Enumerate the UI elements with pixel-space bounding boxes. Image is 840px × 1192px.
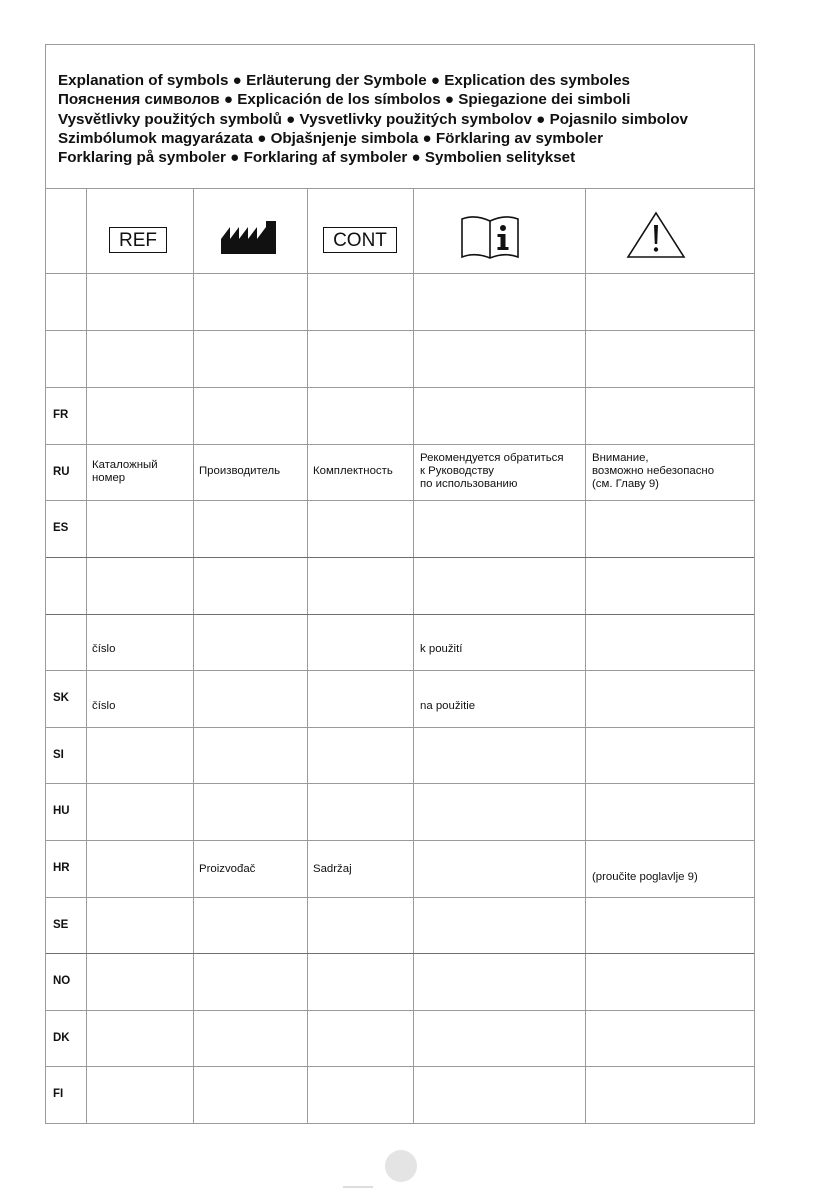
row-divider — [46, 330, 754, 331]
cell-warning-ru: Внимание, возможно небезопасно (см. Главу 9) — [592, 452, 715, 490]
language-code-fi: FI — [53, 1088, 64, 1100]
header-lines — [58, 71, 688, 167]
column-divider — [307, 188, 308, 1123]
language-code-sk: SK — [53, 692, 69, 704]
header-line: Forklaring på symboler ● Forklaring af symboler ● Symbolien selitykset — [58, 149, 576, 167]
row-divider — [46, 273, 754, 274]
row-divider — [46, 897, 754, 898]
instructions-icon — [458, 213, 522, 259]
language-code-si: SI — [53, 749, 64, 761]
header-line: Szimbólumok magyarázata ● Objašnjenje simbola ● Förklaring av symboler — [58, 129, 604, 147]
row-divider — [46, 387, 754, 388]
column-divider — [193, 188, 194, 1123]
cell-instructions-cz: k použití — [420, 643, 463, 655]
cell-warning-hr: (proučite poglavlje 9) — [592, 871, 698, 883]
row-divider — [46, 1066, 754, 1067]
cell-cont-ru: Комплектность — [313, 465, 393, 477]
cell-ref-ru: Каталожный номер — [92, 459, 158, 484]
cont-symbol: CONT — [322, 226, 398, 254]
row-divider — [46, 1010, 754, 1011]
language-code-hr: HR — [53, 862, 70, 874]
header-line: Пояснения символов ● Explicación de los símbolos ● Spiegazione dei simboli — [58, 91, 631, 109]
header-line: Vysvětlivky použitých symbolů ● Vysvetlivky použitých symbolov ● Pojasnilo simbolov — [58, 110, 688, 128]
manufacturer-icon — [218, 218, 280, 256]
page-number-badge — [385, 1150, 417, 1182]
row-divider — [46, 500, 754, 501]
cell-ref-cz: číslo — [92, 643, 116, 655]
header-line: Explanation of symbols ● Erläuterung der Symbole ● Explication des symboles — [58, 72, 630, 89]
row-divider — [46, 953, 754, 954]
row-divider — [46, 444, 754, 445]
language-code-dk: DK — [53, 1032, 70, 1044]
language-code-ru: RU — [53, 466, 70, 478]
cell-cont-hr: Sadržaj — [313, 863, 352, 875]
table-header — [46, 45, 754, 189]
column-divider — [585, 188, 586, 1123]
symbols-table — [45, 44, 755, 1124]
column-divider — [413, 188, 414, 1123]
language-code-no: NO — [53, 975, 71, 987]
warning-icon — [624, 210, 688, 260]
cell-ref-sk: číslo — [92, 700, 116, 712]
cell-instructions-ru: Рекомендуется обратиться к Руководству по использованию — [420, 452, 564, 490]
row-divider — [46, 783, 754, 784]
language-code-hu: HU — [53, 805, 70, 817]
row-divider — [46, 557, 754, 558]
symbol-row — [46, 188, 754, 273]
row-divider — [46, 727, 754, 728]
row-divider — [46, 670, 754, 671]
language-code-se: SE — [53, 919, 69, 931]
language-code-fr: FR — [53, 409, 69, 421]
bottom-mark — [343, 1186, 373, 1188]
cell-manufacturer-hr: Proizvođač — [199, 863, 256, 875]
cell-instructions-sk: na použitie — [420, 700, 476, 712]
language-code-es: ES — [53, 522, 69, 534]
cell-manufacturer-ru: Производитель — [199, 465, 281, 477]
column-divider — [86, 188, 87, 1123]
ref-symbol: REF — [108, 226, 168, 254]
row-divider — [46, 840, 754, 841]
row-divider — [46, 614, 754, 615]
